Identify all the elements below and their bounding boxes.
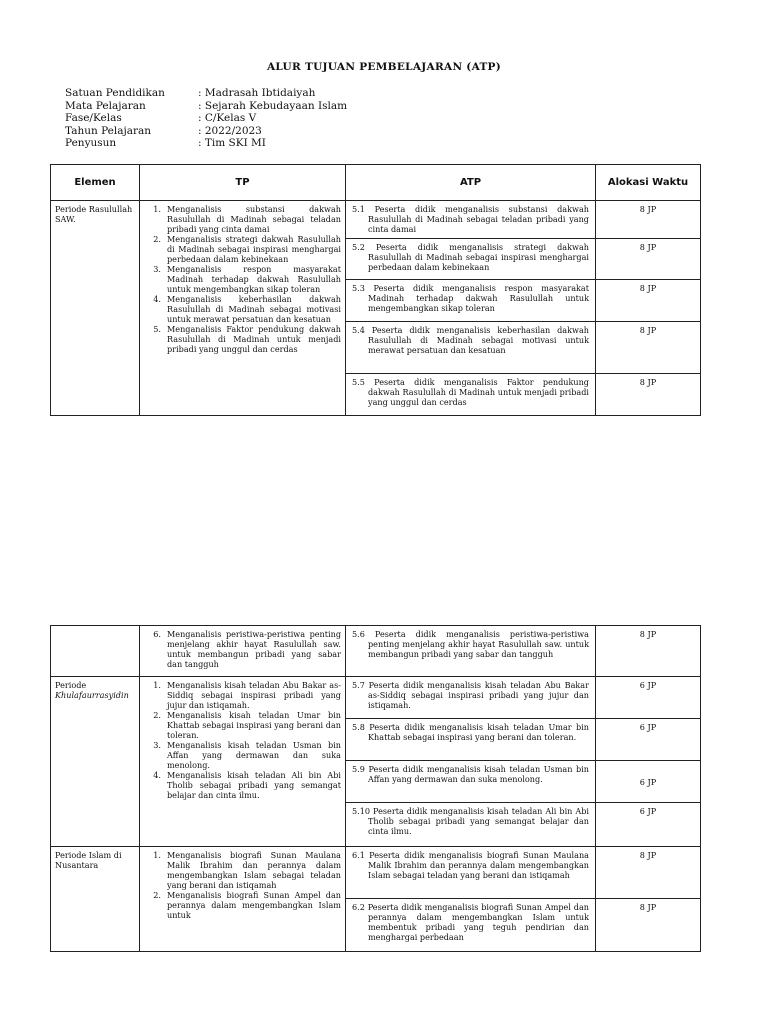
- tp-item: 1. Menganalisis substansi dakwah Rasulullah di Madinah sebagai teladan pribadi yang cinta damai: [153, 204, 341, 234]
- atp-cell: 5.10 Peserta didik menganalisis kisah teladan Ali bin Abi Tholib sebagai pribadi yang semangat belajar dan cinta ilmu.: [346, 803, 596, 846]
- atp-cell: 6.2 Peserta didik menganalisis biografi Sunan Ampel dan perannya dalam mengembangkan Islam untuk membentuk pribadi yang teguh pendirian dan menghargai perbedaan: [346, 899, 596, 951]
- meta-label: Tahun Pelajaran: [65, 124, 152, 137]
- tp-item: 1. Menganalisis kisah teladan Abu Bakar as-Siddiq sebagai inspirasi pribadi yang jujur dan istiqamah.: [153, 680, 341, 710]
- section-islam-nusantara: [51, 847, 700, 951]
- elemen-cell: Periode Rasulullah SAW.: [51, 201, 140, 415]
- meta-row: [65, 125, 347, 138]
- atp-row: [346, 626, 700, 676]
- alokasi-cell: 8 JP: [639, 242, 657, 252]
- tp-item: 3. Menganalisis respon masyarakat Madinah terhadap dakwah Rasulullah untuk mengembangkan sikap toleran: [153, 264, 341, 294]
- meta-label: Mata Pelajaran: [65, 99, 146, 112]
- atp-row: [346, 374, 700, 415]
- document-title: ALUR TUJUAN PEMBELAJARAN (ATP): [266, 61, 502, 73]
- atp-cell: 5.2 Peserta didik menganalisis strategi dakwah Rasulullah di Madinah sebagai inspirasi menghargai perbedaan dalam kebinekaan: [346, 239, 596, 279]
- meta-value: : Tim SKI MI: [198, 137, 266, 150]
- meta-value: : Sejarah Kebudayaan Islam: [198, 99, 348, 112]
- tp-item: 4. Menganalisis kisah teladan Ali bin Abi Tholib sebagai pribadi yang semangat belajar dan cinta ilmu.: [153, 770, 341, 800]
- atp-cell: 5.1 Peserta didik menganalisis substansi dakwah Rasulullah di Madinah sebagai teladan pribadi yang cinta damai: [346, 201, 596, 238]
- atp-cell: 6.1 Peserta didik menganalisis biografi Sunan Maulana Malik Ibrahim dan perannya dalam mengembangkan Islam sebagai teladan yang berani dan istiqamah: [346, 847, 596, 898]
- tp-item: 4. Menganalisis keberhasilan dakwah Rasulullah di Madinah sebagai motivasi untuk merawat persatuan dan kesatuan: [153, 294, 341, 324]
- meta-value: : 2022/2023: [198, 124, 262, 137]
- atp-cell: 5.6 Peserta didik menganalisis peristiwa-peristiwa penting menjelang akhir hayat Rasulullah saw. untuk membangun pribadi yang sabar dan tangguh: [346, 626, 596, 676]
- alokasi-cell: 8 JP: [639, 902, 657, 912]
- tp-item: 1. Menganalisis biografi Sunan Maulana Malik Ibrahim dan perannya dalam mengembangkan Islam sebagai teladan yang berani dan istiqamah: [153, 850, 341, 890]
- atp-row: [346, 761, 700, 803]
- atp-table-page-2: [50, 625, 701, 952]
- meta-label: Penyusun: [65, 137, 117, 150]
- atp-row: [346, 677, 700, 719]
- atp-table-page-1: [50, 164, 701, 416]
- tp-item: 2. Menganalisis strategi dakwah Rasulullah di Madinah sebagai inspirasi menghargai perbedaan dalam kebinekaan: [153, 234, 341, 264]
- meta-row: [65, 112, 347, 125]
- atp-cell: 5.8 Peserta didik menganalisis kisah teladan Umar bin Khattab sebagai inspirasi yang berani dan toleran.: [346, 719, 596, 760]
- meta-value: : C/Kelas V: [198, 112, 257, 125]
- atp-row: [346, 239, 700, 280]
- tp-item: 5. Menganalisis Faktor pendukung dakwah Rasulullah di Madinah untuk menjadi pribadi yang unggul dan cerdas: [153, 324, 341, 354]
- meta-row: [65, 100, 347, 113]
- atp-row: [346, 899, 700, 951]
- header-atp: ATP: [346, 165, 596, 200]
- atp-row: [346, 201, 700, 239]
- tp-cell: [140, 201, 346, 415]
- atp-cell: 5.4 Peserta didik menganalisis keberhasilan dakwah Rasulullah di Madinah sebagai motivasi untuk merawat persatuan dan kesatuan: [346, 322, 596, 373]
- meta-row: [65, 137, 347, 150]
- elemen-cell: [51, 626, 140, 676]
- alokasi-cell: 6 JP: [639, 680, 657, 690]
- atp-cell: 5.3 Peserta didik menganalisis respon masyarakat Madinah terhadap dakwah Rasulullah untuk mengembangkan sikap toleran: [346, 280, 596, 321]
- elemen-cell: Periode Islam di Nusantara: [51, 847, 140, 951]
- table-header: [51, 165, 700, 201]
- atp-row: [346, 280, 700, 322]
- header-elemen: Elemen: [51, 165, 140, 200]
- atp-row: [346, 322, 700, 374]
- section-continued: [51, 626, 700, 677]
- header-alokasi-waktu: Alokasi Waktu: [607, 177, 689, 188]
- alokasi-cell: 6 JP: [639, 806, 657, 816]
- atp-cell: 5.9 Peserta didik menganalisis kisah teladan Usman bin Affan yang dermawan dan suka menolong.: [346, 761, 596, 802]
- alokasi-cell: 8 JP: [639, 325, 657, 335]
- tp-item: 2. Menganalisis kisah teladan Umar bin Khattab sebagai inspirasi yang berani dan toleran.: [153, 710, 341, 740]
- tp-cell: [140, 626, 346, 676]
- elemen-cell: Periode Khulafaurrasyidin: [51, 677, 140, 846]
- alokasi-cell: 8 JP: [639, 204, 657, 214]
- document-meta: [65, 87, 347, 150]
- tp-item: 2. Menganalisis biografi Sunan Ampel dan perannya dalam mengembangkan Islam untuk: [153, 890, 341, 920]
- alokasi-cell: 6 JP: [639, 722, 657, 732]
- alokasi-cell: 8 JP: [639, 629, 657, 639]
- meta-value: : Madrasah Ibtidaiyah: [198, 87, 316, 99]
- meta-label: Satuan Pendidikan: [65, 87, 165, 99]
- atp-cell: 5.7 Peserta didik menganalisis kisah teladan Abu Bakar as-Siddiq sebagai inspirasi pribadi yang jujur dan istiqamah.: [346, 677, 596, 718]
- atp-row: [346, 847, 700, 899]
- atp-cell: 5.5 Peserta didik menganalisis Faktor pendukung dakwah Rasulullah di Madinah untuk menjadi pribadi yang unggul dan cerdas: [346, 374, 596, 415]
- tp-item: 3. Menganalisis kisah teladan Usman bin Affan yang dermawan dan suka menolong.: [153, 740, 341, 770]
- tp-cell: [140, 677, 346, 846]
- tp-cell: [140, 847, 346, 951]
- alokasi-cell: 6 JP: [639, 777, 657, 787]
- atp-row: [346, 803, 700, 846]
- meta-label: Fase/Kelas: [65, 112, 122, 125]
- section-rasulullah: [51, 201, 700, 415]
- atp-row: [346, 719, 700, 761]
- header-tp: TP: [140, 165, 346, 200]
- alokasi-cell: 8 JP: [639, 377, 657, 387]
- meta-row: [65, 87, 347, 100]
- tp-item: 6. Menganalisis peristiwa-peristiwa penting menjelang akhir hayat Rasulullah saw. untuk membangun pribadi yang sabar dan tangguh: [153, 629, 341, 669]
- alokasi-cell: 8 JP: [639, 283, 657, 293]
- alokasi-cell: 8 JP: [639, 850, 657, 860]
- section-khulafaurrasyidin: [51, 677, 700, 847]
